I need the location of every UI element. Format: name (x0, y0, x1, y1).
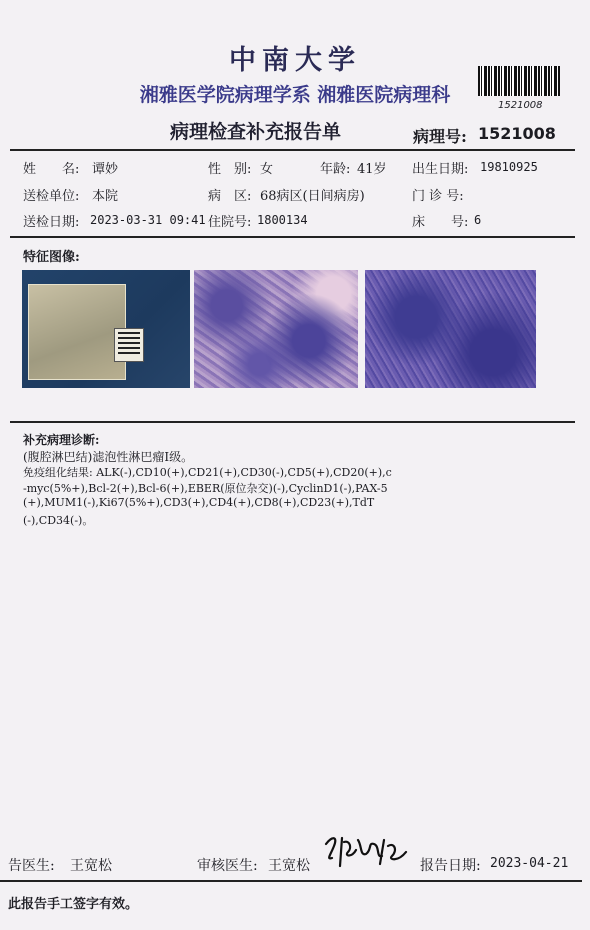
sex-label: 性 别: (208, 162, 252, 177)
report-date-label: 报告日期: (420, 858, 481, 874)
ward-label: 病 区: (208, 189, 252, 204)
specimen-photo (22, 270, 190, 388)
university-name: 中南大学 (229, 45, 361, 76)
report-date: 2023-04-21 (490, 856, 569, 871)
admission-label: 住院号: (208, 215, 252, 230)
patient-age: 41岁 (357, 162, 387, 177)
admission-number: 1800134 (257, 213, 308, 227)
barcode-icon (478, 66, 560, 96)
submitting-unit: 本院 (92, 189, 119, 204)
name-label: 姓 名: (23, 162, 80, 177)
report-title: 病理检查补充报告单 (170, 121, 342, 143)
divider (10, 236, 575, 238)
birth-label: 出生日期: (412, 162, 469, 177)
department-name: 湘雅医学院病理学系 湘雅医院病理科 (139, 84, 451, 106)
patient-name: 谭妙 (92, 162, 119, 177)
ihc-line: (+),MUM1(-),Ki67(5%+),CD3(+),CD4(+),CD8(+),CD23(+),TdT (23, 496, 375, 509)
images-title: 特征图像: (23, 250, 80, 265)
unit-label: 送检单位: (23, 189, 80, 204)
bed-number: 6 (474, 213, 482, 227)
date-label: 送检日期: (23, 215, 80, 230)
report-doctor: 王宽松 (70, 858, 112, 874)
age-label: 年龄: (320, 162, 351, 177)
micrograph-high-power (365, 270, 536, 388)
review-doctor: 王宽松 (268, 858, 310, 874)
signature-icon (322, 830, 410, 872)
ihc-line: -myc(5%+),Bcl-2(+),Bcl-6(+),EBER(原位杂交)(-),CyclinD1(-),PAX-5 (23, 482, 388, 495)
pathology-number-label: 病理号: (413, 127, 467, 146)
barcode-number: 1521008 (498, 100, 543, 111)
review-doctor-label: 审核医生: (197, 858, 258, 874)
report-doctor-label: 告医生: (8, 858, 55, 874)
divider (0, 880, 582, 882)
divider (10, 421, 575, 423)
birth-date: 19810925 (480, 160, 538, 174)
ward: 68病区(日间病房) (260, 189, 365, 204)
submit-date: 2023-03-31 09:41 (90, 213, 206, 227)
patient-sex: 女 (260, 162, 274, 177)
micrograph-low-power (194, 270, 358, 388)
footer-note: 此报告手工签字有效。 (8, 897, 139, 912)
label-card-icon (114, 328, 144, 362)
diagnosis-title: 补充病理诊断: (23, 433, 100, 447)
ihc-line: (-),CD34(-)。 (23, 514, 94, 527)
pathology-number: 1521008 (478, 124, 556, 143)
specimen-bag-icon (28, 284, 126, 380)
divider (10, 149, 575, 151)
ihc-line: 免疫组化结果: ALK(-),CD10(+),CD21(+),CD30(-),CD5(+),CD20(+),c (23, 466, 392, 479)
clinic-number-label: 门 诊 号: (412, 189, 464, 204)
bed-label: 床 号: (412, 215, 469, 230)
diagnosis-line: (腹腔淋巴结)滤泡性淋巴瘤I级。 (23, 450, 194, 464)
